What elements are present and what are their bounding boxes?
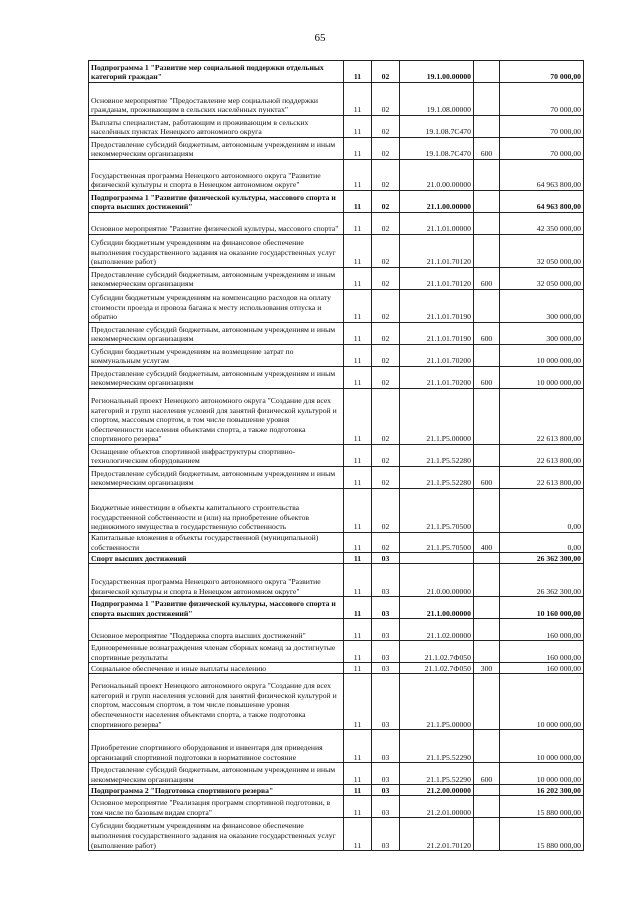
row-name-cell: Основное мероприятие "Реализация программ спортивной подготовки, в том числе по базовым видам спорта" — [89, 796, 344, 818]
row-target-item-cell: 21.1.02.7Ф050 — [400, 641, 474, 663]
row-subsection-cell: 02 — [372, 533, 400, 553]
row-name-cell: Основное мероприятие "Развитие физической культуры, массового спорта" — [89, 213, 344, 235]
row-section-cell: 11 — [344, 663, 372, 674]
row-expense-type-cell — [474, 235, 500, 268]
row-name-cell: Оснащение объектов спортивной инфраструктуры спортивно-технологическим оборудованием — [89, 445, 344, 467]
row-expense-type-cell — [474, 213, 500, 235]
row-name-cell: Спорт высших достижений — [89, 553, 344, 564]
row-amount-cell: 0,00 — [500, 489, 584, 533]
row-amount-cell: 10 000 000,00 — [500, 367, 584, 389]
row-expense-type-cell — [474, 290, 500, 323]
row-target-item-cell: 21.1.Р5.70500 — [400, 489, 474, 533]
row-subsection-cell: 02 — [372, 323, 400, 345]
row-target-item-cell: 21.1.Р5.00000 — [400, 389, 474, 445]
row-section-cell: 11 — [344, 818, 372, 851]
row-name-cell: Социальное обеспечение и иные выплаты населению — [89, 663, 344, 674]
row-target-item-cell: 19.1.00.00000 — [400, 61, 474, 83]
row-amount-cell: 32 050 000,00 — [500, 235, 584, 268]
row-amount-cell: 15 880 000,00 — [500, 796, 584, 818]
row-expense-type-cell — [474, 389, 500, 445]
row-amount-cell: 10 000 000,00 — [500, 345, 584, 367]
row-subsection-cell: 02 — [372, 116, 400, 138]
row-name-cell: Предоставление субсидий бюджетным, автономным учреждениям и иным некоммерческим организациям — [89, 763, 344, 785]
row-expense-type-cell — [474, 641, 500, 663]
row-target-item-cell: 21.1.02.00000 — [400, 619, 474, 641]
row-subsection-cell: 03 — [372, 730, 400, 763]
row-expense-type-cell — [474, 785, 500, 796]
row-name-cell: Основное мероприятие "Поддержка спорта высших достижений" — [89, 619, 344, 641]
row-subsection-cell: 02 — [372, 138, 400, 160]
row-target-item-cell: 21.0.00.00000 — [400, 160, 474, 191]
row-amount-cell: 70 000,00 — [500, 61, 584, 83]
row-subsection-cell: 02 — [372, 268, 400, 290]
row-section-cell: 11 — [344, 191, 372, 213]
row-name-cell: Приобретение спортивного оборудования и инвентаря для приведения организаций спортивной подготовки в нормативное состояние — [89, 730, 344, 763]
row-section-cell: 11 — [344, 83, 372, 116]
page-number: 65 — [314, 32, 326, 44]
row-subsection-cell: 02 — [372, 389, 400, 445]
row-amount-cell: 10 000 000,00 — [500, 674, 584, 730]
row-target-item-cell: 21.1.Р5.52280 — [400, 445, 474, 467]
row-expense-type-cell — [474, 191, 500, 213]
row-name-cell: Подпрограмма 1 "Развитие мер социальной поддержки отдельных категорий граждан" — [89, 61, 344, 83]
row-subsection-cell: 02 — [372, 160, 400, 191]
row-expense-type-cell — [474, 83, 500, 116]
row-amount-cell: 10 160 000,00 — [500, 597, 584, 619]
table-row — [89, 489, 584, 533]
row-name-cell: Подпрограмма 2 "Подготовка спортивного резерва" — [89, 785, 344, 796]
row-amount-cell: 10 000 000,00 — [500, 763, 584, 785]
table-row — [89, 564, 584, 597]
table-row — [89, 116, 584, 138]
row-amount-cell: 10 000 000,00 — [500, 730, 584, 763]
row-amount-cell: 70 000,00 — [500, 138, 584, 160]
row-subsection-cell: 02 — [372, 367, 400, 389]
row-expense-type-cell: 600 — [474, 268, 500, 290]
row-expense-type-cell — [474, 345, 500, 367]
table-row — [89, 389, 584, 445]
table-row — [89, 235, 584, 268]
row-target-item-cell: 19.1.08.00000 — [400, 83, 474, 116]
row-target-item-cell: 21.1.01.70190 — [400, 290, 474, 323]
row-section-cell: 11 — [344, 785, 372, 796]
row-expense-type-cell: 600 — [474, 323, 500, 345]
budget-table-body — [89, 61, 584, 851]
row-target-item-cell: 21.2.01.70120 — [400, 818, 474, 851]
row-section-cell: 11 — [344, 763, 372, 785]
row-subsection-cell: 03 — [372, 674, 400, 730]
row-subsection-cell: 03 — [372, 818, 400, 851]
row-subsection-cell: 03 — [372, 796, 400, 818]
row-subsection-cell: 03 — [372, 663, 400, 674]
table-row — [89, 619, 584, 641]
row-section-cell: 11 — [344, 533, 372, 553]
row-subsection-cell: 03 — [372, 553, 400, 564]
row-target-item-cell: 21.1.00.00000 — [400, 597, 474, 619]
row-amount-cell: 26 362 300,00 — [500, 564, 584, 597]
row-amount-cell: 32 050 000,00 — [500, 268, 584, 290]
row-target-item-cell: 21.1.01.70190 — [400, 323, 474, 345]
row-amount-cell: 22 613 800,00 — [500, 445, 584, 467]
budget-table — [88, 60, 584, 851]
row-name-cell: Предоставление субсидий бюджетным, автономным учреждениям и иным некоммерческим организациям — [89, 268, 344, 290]
table-row — [89, 160, 584, 191]
row-target-item-cell: 21.0.00.00000 — [400, 564, 474, 597]
row-section-cell: 11 — [344, 564, 372, 597]
row-expense-type-cell — [474, 674, 500, 730]
row-amount-cell: 26 362 300,00 — [500, 553, 584, 564]
row-expense-type-cell — [474, 796, 500, 818]
row-section-cell: 11 — [344, 61, 372, 83]
row-target-item-cell: 21.2.00.00000 — [400, 785, 474, 796]
row-name-cell: Основное мероприятие "Предоставление мер социальной поддержки гражданам, проживающим в сельских населённых пунктах" — [89, 83, 344, 116]
table-row — [89, 61, 584, 83]
row-name-cell: Региональный проект Ненецкого автономного округа "Создание для всех категорий и групп населения условий для занятий физической культурой и спортом, массовым спортом, в том числе повышение уровня обеспеченности населения объектами спорта, а также подготовка спортивного резерва" — [89, 389, 344, 445]
row-section-cell: 11 — [344, 138, 372, 160]
row-section-cell: 11 — [344, 597, 372, 619]
row-target-item-cell — [400, 553, 474, 564]
row-section-cell: 11 — [344, 290, 372, 323]
row-name-cell: Региональный проект Ненецкого автономного округа "Создание для всех категорий и групп населения условий для занятий физической культурой и спортом, массовым спортом, в том числе повышение уровня обеспеченности населения объектами спорта, а также подготовка спортивного резерва" — [89, 674, 344, 730]
row-section-cell: 11 — [344, 489, 372, 533]
row-subsection-cell: 03 — [372, 785, 400, 796]
row-name-cell: Предоставление субсидий бюджетным, автономным учреждениям и иным некоммерческим организациям — [89, 323, 344, 345]
table-row — [89, 268, 584, 290]
row-name-cell: Подпрограмма 1 "Развитие физической культуры, массового спорта и спорта высших достижений" — [89, 191, 344, 213]
row-name-cell: Капитальные вложения в объекты государственной (муниципальной) собственности — [89, 533, 344, 553]
row-target-item-cell: 21.1.00.00000 — [400, 191, 474, 213]
row-subsection-cell: 03 — [372, 763, 400, 785]
row-target-item-cell: 19.1.08.7С470 — [400, 138, 474, 160]
row-target-item-cell: 21.1.Р5.52290 — [400, 763, 474, 785]
row-amount-cell: 15 880 000,00 — [500, 818, 584, 851]
row-section-cell: 11 — [344, 619, 372, 641]
row-section-cell: 11 — [344, 553, 372, 564]
table-row — [89, 191, 584, 213]
row-expense-type-cell — [474, 564, 500, 597]
row-name-cell: Предоставление субсидий бюджетным, автономным учреждениям и иным некоммерческим организациям — [89, 467, 344, 489]
row-expense-type-cell — [474, 619, 500, 641]
row-expense-type-cell: 600 — [474, 467, 500, 489]
row-section-cell: 11 — [344, 641, 372, 663]
table-row — [89, 367, 584, 389]
row-section-cell: 11 — [344, 235, 372, 268]
row-amount-cell: 300 000,00 — [500, 290, 584, 323]
row-section-cell: 11 — [344, 445, 372, 467]
table-row — [89, 290, 584, 323]
row-subsection-cell: 02 — [372, 489, 400, 533]
row-target-item-cell: 21.1.01.70120 — [400, 235, 474, 268]
row-section-cell: 11 — [344, 367, 372, 389]
row-subsection-cell: 02 — [372, 83, 400, 116]
row-expense-type-cell: 300 — [474, 663, 500, 674]
row-expense-type-cell — [474, 818, 500, 851]
row-name-cell: Предоставление субсидий бюджетным, автономным учреждениям и иным некоммерческим организациям — [89, 367, 344, 389]
row-section-cell: 11 — [344, 213, 372, 235]
row-name-cell: Государственная программа Ненецкого автономного округа "Развитие физической культуры и спорта в Ненецком автономном округе" — [89, 160, 344, 191]
row-target-item-cell: 21.1.01.70200 — [400, 345, 474, 367]
row-section-cell: 11 — [344, 323, 372, 345]
row-subsection-cell: 02 — [372, 61, 400, 83]
row-expense-type-cell: 400 — [474, 533, 500, 553]
table-row — [89, 553, 584, 564]
row-subsection-cell: 02 — [372, 213, 400, 235]
table-row — [89, 83, 584, 116]
row-amount-cell: 70 000,00 — [500, 116, 584, 138]
row-section-cell: 11 — [344, 345, 372, 367]
row-expense-type-cell — [474, 730, 500, 763]
row-subsection-cell: 03 — [372, 641, 400, 663]
row-expense-type-cell — [474, 160, 500, 191]
row-expense-type-cell — [474, 116, 500, 138]
row-subsection-cell: 03 — [372, 564, 400, 597]
row-section-cell: 11 — [344, 467, 372, 489]
row-name-cell: Субсидии бюджетным учреждениям на компенсацию расходов на оплату стоимости проезда и провоза багажа к месту использования отпуска и обратно — [89, 290, 344, 323]
row-amount-cell: 160 000,00 — [500, 663, 584, 674]
row-name-cell: Выплаты специалистам, работающим и проживающим в сельских населённых пунктах Ненецкого автономного округа — [89, 116, 344, 138]
row-name-cell: Государственная программа Ненецкого автономного округа "Развитие физической культуры и спорта в Ненецком автономном округе" — [89, 564, 344, 597]
row-subsection-cell: 02 — [372, 345, 400, 367]
table-row — [89, 641, 584, 663]
row-name-cell: Единовременные вознаграждения членам сборных команд за достигнутые спортивные результаты — [89, 641, 344, 663]
table-row — [89, 796, 584, 818]
row-section-cell: 11 — [344, 389, 372, 445]
row-target-item-cell: 19.1.08.7С470 — [400, 116, 474, 138]
row-expense-type-cell — [474, 489, 500, 533]
row-section-cell: 11 — [344, 730, 372, 763]
table-row — [89, 674, 584, 730]
row-target-item-cell: 21.1.Р5.70500 — [400, 533, 474, 553]
row-section-cell: 11 — [344, 796, 372, 818]
row-section-cell: 11 — [344, 268, 372, 290]
row-section-cell: 11 — [344, 116, 372, 138]
row-amount-cell: 160 000,00 — [500, 641, 584, 663]
row-section-cell: 11 — [344, 674, 372, 730]
row-name-cell: Бюджетные инвестиции в объекты капитального строительства государственной собственности и (или) на приобретение объектов недвижимого имущества в государственную собственность — [89, 489, 344, 533]
row-subsection-cell: 03 — [372, 619, 400, 641]
row-target-item-cell: 21.2.01.00000 — [400, 796, 474, 818]
row-amount-cell: 64 963 800,00 — [500, 191, 584, 213]
table-row — [89, 467, 584, 489]
row-name-cell: Субсидии бюджетным учреждениям на возмещение затрат по коммунальным услугам — [89, 345, 344, 367]
table-row — [89, 213, 584, 235]
table-row — [89, 663, 584, 674]
row-subsection-cell: 02 — [372, 445, 400, 467]
table-row — [89, 533, 584, 553]
table-row — [89, 345, 584, 367]
row-amount-cell: 300 000,00 — [500, 323, 584, 345]
row-name-cell: Подпрограмма 1 "Развитие физической культуры, массового спорта и спорта высших достижений" — [89, 597, 344, 619]
row-target-item-cell: 21.1.01.70120 — [400, 268, 474, 290]
table-row — [89, 818, 584, 851]
table-row — [89, 785, 584, 796]
row-expense-type-cell: 600 — [474, 138, 500, 160]
row-amount-cell: 42 350 000,00 — [500, 213, 584, 235]
row-target-item-cell: 21.1.Р5.52290 — [400, 730, 474, 763]
row-expense-type-cell — [474, 597, 500, 619]
row-target-item-cell: 21.1.Р5.52280 — [400, 467, 474, 489]
table-row — [89, 138, 584, 160]
row-amount-cell: 160 000,00 — [500, 619, 584, 641]
table-row — [89, 445, 584, 467]
row-amount-cell: 16 202 300,00 — [500, 785, 584, 796]
row-expense-type-cell: 600 — [474, 367, 500, 389]
table-row — [89, 323, 584, 345]
row-target-item-cell: 21.1.01.00000 — [400, 213, 474, 235]
row-subsection-cell: 03 — [372, 597, 400, 619]
row-subsection-cell: 02 — [372, 235, 400, 268]
row-subsection-cell: 02 — [372, 290, 400, 323]
row-target-item-cell: 21.1.Р5.00000 — [400, 674, 474, 730]
table-row — [89, 763, 584, 785]
row-expense-type-cell — [474, 61, 500, 83]
row-amount-cell: 0,00 — [500, 533, 584, 553]
row-amount-cell: 22 613 800,00 — [500, 467, 584, 489]
row-amount-cell: 70 000,00 — [500, 83, 584, 116]
row-target-item-cell: 21.1.01.70200 — [400, 367, 474, 389]
table-row — [89, 597, 584, 619]
row-name-cell: Субсидии бюджетным учреждениям на финансовое обеспечение выполнения государственного задания на оказание государственных услуг (выполнение работ) — [89, 235, 344, 268]
row-expense-type-cell: 600 — [474, 763, 500, 785]
row-target-item-cell: 21.1.02.7Ф050 — [400, 663, 474, 674]
row-subsection-cell: 02 — [372, 467, 400, 489]
row-name-cell: Субсидии бюджетным учреждениям на финансовое обеспечение выполнения государственного задания на оказание государственных услуг (выполнение работ) — [89, 818, 344, 851]
table-row — [89, 730, 584, 763]
row-amount-cell: 22 613 800,00 — [500, 389, 584, 445]
row-section-cell: 11 — [344, 160, 372, 191]
row-expense-type-cell — [474, 553, 500, 564]
row-subsection-cell: 02 — [372, 191, 400, 213]
row-expense-type-cell — [474, 445, 500, 467]
row-amount-cell: 64 963 800,00 — [500, 160, 584, 191]
row-name-cell: Предоставление субсидий бюджетным, автономным учреждениям и иным некоммерческим организациям — [89, 138, 344, 160]
